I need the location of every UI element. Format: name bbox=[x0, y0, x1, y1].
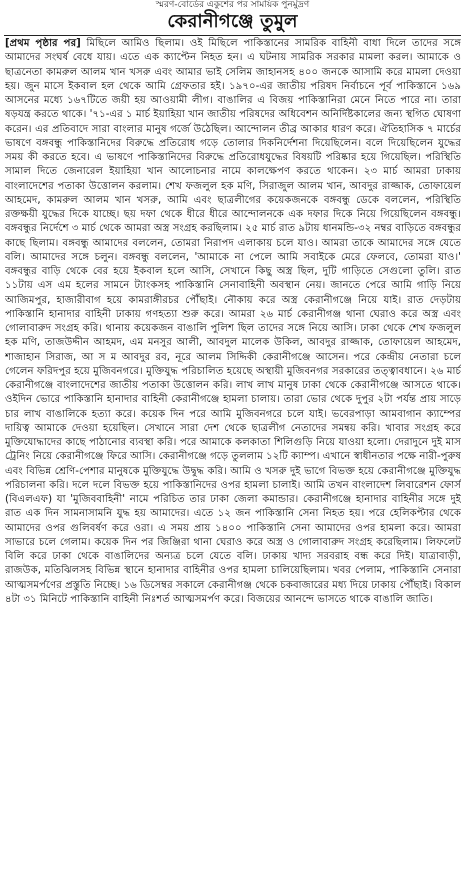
continuation-kicker: [প্রথম পৃষ্ঠার পর] bbox=[5, 38, 81, 49]
headline: কেরানীগঞ্জে তুমুল bbox=[167, 11, 298, 32]
article-body: মিছিলে আমিও ছিলাম। ওই মিছিলে পাকিস্তানের সামরিক বাহিনী বাধা দিলে তাদের সঙ্গে আমাদের সংঘর্ষ বেধে যায়। এতে এক ক্যাপ্টেন নিহত হন। এ ঘটনায় সামরিক সরকার মামলা করল। আমাকে ও ছাত্রনেতা কামরুল আলম খান খসরু এবং আমার ভাই সেলিম জাহানসহ ৪০০ জনকে আসামি করে মামলা দেওয়া হয়। জুন মাসে ইকবাল হল থেকে আমি গ্রেফতার হই। ১৯৭০-এর জাতীয় পরিষদ নির্বাচনে পূর্ব পাকিস্তানে ১৬৯ আসনের মধ্যে ১৬৭টিতে জয়ী হয় আওয়ামী লীগ। বাঙালির এ বিজয় পাকিস্তানিরা মেনে নিতে পারে না। তারা ষড়যন্ত্র করতে থাকে। '৭১-এর ১ মার্চ ইয়াহিয়া খান জাতীয় পরিষদের অধিবেশন অনির্দিষ্টকালের জন্য স্থগিত ঘোষণা করেন। এর প্রতিবাদে সারা বাংলার মানুষ গর্জে উঠেছিল। আন্দোলন তীব্র আকার ধারণ করে। ঐতিহাসিক ৭ মার্চের ভাষণে বঙ্গবন্ধু পাকিস্তানিদের বিরুদ্ধে প্রতিরোধ গড়ে তোলার দিকনির্দেশনা দিয়েছিলেন। বলে দিয়েছিলেন যুদ্ধের সময় কী করতে হবে। এ ভাষণে পাকিস্তানিদের বিরুদ্ধে প্রতিরোধযুদ্ধের বিষয়টি পরিষ্কার হয়ে গিয়েছিল। পরিস্থিতি সামাল দিতে জেনারেল ইয়াহিয়া খান আলোচনার নামে কালক্ষেপণ করতে থাকেন। ২৩ মার্চ আমরা ঢাকায় বাংলাদেশের পতাকা উত্তোলন করলাম। শেখ ফজলুল হক মণি, সিরাজুল আলম খান, আবদুর রাজ্জাক, তোফায়েল আহমেদ, কামরুল আলম খান খসরু, আমি এবং ছাত্রলীগের কয়েকজনকে বঙ্গবন্ধু ডেকে বললেন, পরিস্থিতি রক্তক্ষয়ী যুদ্ধের দিকে যাচ্ছে। ছয় দফা থেকে ধীরে ধীরে আন্দোলনকে এক দফার দিকে নিয়ে গিয়েছিলেন বঙ্গবন্ধু। বঙ্গবন্ধুর নির্দেশে ৩ মার্চ থেকে আমরা অস্ত্র সংগ্রহ করছিলাম। ২৫ মার্চ রাত ৯টায় ধানমন্ডি-৩২ নম্বর বাড়িতে বঙ্গবন্ধুর কাছে ছিলাম। বঙ্গবন্ধু আমাদের বললেন, তোমরা নিরাপদ এলাকায় চলে যাও। আমরা তাকে আমাদের সঙ্গে যেতে বলি। আমাদের সঙ্গে চলুন। বঙ্গবন্ধু বললেন, 'আমাকে না পেলে আমি সবাইকে মেরে ফেলবে, তোমরা যাও।' বঙ্গবন্ধুর বাড়ি থেকে বের হয়ে ইকবাল হলে আসি, সেখানে কিছু অস্ত্র ছিল, দুটি গাড়িতে সেগুলো তুলি। রাত ১১টায় এস এম হলের সামনে ট্যাংকসহ পাকিস্তানি সেনাবাহিনী অবস্থান নেয়। জানতে পেরে আমি গাড়ি নিয়ে আজিমপুর, হাজারীবাগ হয়ে কামরাঙ্গীরচর পৌঁছাই। নৌকায় করে অস্ত্র কেরানীগঞ্জে নিয়ে যাই। রাত দেড়টায় পাকিস্তানি হানাদার বাহিনী ঢাকায় গণহত্যা শুরু করে। আমরা ২৬ মার্চ কেরানীগঞ্জ থানা ঘেরাও করে অস্ত্র এবং গোলাবারুদ সংগ্রহ করি। থানায় কয়েকজন বাঙালি পুলিশ ছিল তাদের সঙ্গে নিয়ে আসি। ঢাকা থেকে শেখ ফজলুল হক মণি, তাজউদ্দীন আহমদ, এম মনসুর আলী, আবদুল মালেক উকিল, আবদুর রাজ্জাক, তোফায়েল আহমেদ, শাজাহান সিরাজ, আ স ম আবদুর রব, নূরে আলম সিদ্দিকী কেরানীগঞ্জে আসেন। পরে কেন্দ্রীয় নেতারা চলে গেলেন ফরিদপুর হয়ে মুজিবনগরে। মুক্তিযুদ্ধ পরিচালিত হয়েছে অস্থায়ী মুজিবনগর সরকারের তত্ত্বাবধানে। ২৬ মার্চ কেরানীগঞ্জে বাংলাদেশের জাতীয় পতাকা উত্তোলন করি। লাখ লাখ মানুষ ঢাকা থেকে কেরানীগঞ্জে আসতে থাকে। ওইদিন ভোরে পাকিস্তানি হানাদার বাহিনী কেরানীগঞ্জে হামলা চালায়। তারা ভোর থেকে দুপুর ২টা পর্যন্ত প্রায় সাড়ে চার লাখ বাঙালিকে হত্যা করে। কয়েক দিন পরে আমি মুজিবনগরে চলে যাই। ভবেরপাড়া আমবাগান ক্যাম্পের দায়িত্ব আমাকে দেওয়া হয়েছিল। সেখানে সারা দেশ থেকে ছাত্রলীগ নেতাদের সমন্বয় করি। খাবার সংগ্রহ করে মুক্তিযোদ্ধাদের কাছে পাঠানোর ব্যবস্থা করি। পরে আমাকে কলকাতা শিলিগুড়ি নিয়ে যাওয়া হলো। দেরাদুনে দুই মাস ট্রেনিং নিয়ে কেরানীগঞ্জে ফিরে আসি। কেরানীগঞ্জে গড়ে তুললাম ১২টি ক্যাম্প। এখানে স্বাধীনতার পক্ষে নারী-পুরুষ এবং বিভিন্ন শ্রেণি-পেশার মানুষকে মুক্তিযুদ্ধে উদ্বুদ্ধ করি। আমি ও খসরু দুই ভাগে বিভক্ত হয়ে কেরানীগঞ্জে মুক্তিযুদ্ধ পরিচালনা করি। দলে দলে বিভক্ত হয়ে পাকিস্তানিদের ওপর হামলা চালাই। আমি তখন বাংলাদেশ লিবারেশন ফোর্স (বিএলএফ) যা 'মুজিববাহিনী' নামে পরিচিত তার ঢাকা জেলা কমান্ডার। কেরানীগঞ্জে হানাদার বাহিনীর সঙ্গে দুই রাত এক দিন সামনাসামনি যুদ্ধ হয় আমাদের। এতে ১২ জন পাকিস্তানি সেনা নিহত হয়। পরে হেলিকপ্টার থেকে আমাদের ওপর গুলিবর্ষণ করে ওরা। এ সময় প্রায় ১৪০০ পাকিস্তানি সেনা আমাদের ওপর হামলা করে। আমরা সাভারে চলে গেলাম। কয়েক দিন পর জিঞ্জিরা থানা ঘেরাও করে অস্ত্র ও গোলাবারুদ সংগ্রহ করেছিলাম। লিফলেট বিলি করে ঢাকা থেকে বাঙালিদের অন্যত্র চলে যেতে বলি। ঢাকায় খাদ্য সরবরাহ বন্ধ করে দিই। যাত্রাবাড়ী, রাজউক, মতিঝিলসহ বিভিন্ন স্থানে হানাদার বাহিনীর ওপর হামলা চালিয়েছিলাম। খবর পেলাম, পাকিস্তানি সেনারা আত্মসমর্পণের প্রস্তুতি নিচ্ছে। ১৬ ডিসেম্বর সকালে কেরানীগঞ্জ থেকে চকবাজারের মধ্য দিয়ে ঢাকায় পৌঁছাই। বিকাল ৪টা ৩১ মিনিটে পাকিস্তানি বাহিনী নিঃশর্ত আত্মসমর্পণ করে। বিজয়ের আনন্দে ভাসতে থাকে বাঙালি জাতি। bbox=[5, 38, 461, 605]
article-column bbox=[5, 37, 461, 891]
article-paragraph bbox=[5, 37, 461, 607]
header-divider bbox=[4, 35, 461, 36]
top-strip: স্মরণ-বোর্ডের একুশের পর সাময়িক পুনর্মুদ্রণ bbox=[155, 0, 310, 10]
